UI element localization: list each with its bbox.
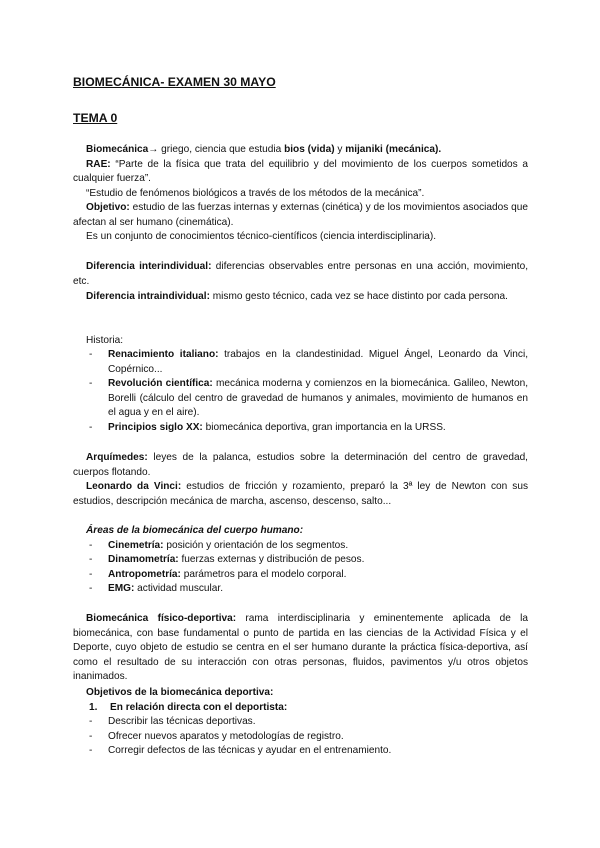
leonardo-paragraph: Leonardo da Vinci: estudios de fricción y rozamiento, preparó la 3ª ley de Newton con sus estudios, descripción mecánica de marcha, ascenso, descenso, salto... xyxy=(73,481,528,507)
objetivos-list xyxy=(86,715,528,759)
list-item: - Renacimiento italiano: trabajos en la clandestinidad. Miguel Ángel, Leonardo da Vinci, Copérnico... xyxy=(89,349,529,375)
list-item: - Antropometría: parámetros para el modelo corporal. xyxy=(89,568,347,580)
list-item: - Dinamometría: fuerzas externas y distribución de pesos. xyxy=(89,554,365,566)
rae-paragraph: RAE: “Parte de la física que trata del equilibrio y del movimiento de los cuerpos sometidos a cualquier fuerza”. xyxy=(73,158,528,185)
areas-list xyxy=(86,539,528,597)
list-item: - Principios siglo XX: biomecánica deportiva, gran importancia en la URSS. xyxy=(89,421,446,433)
areas-title: Áreas de la biomecánica del cuerpo humano: xyxy=(86,525,304,536)
list-item: - Corregir defectos de las técnicas y ayudar en el entrenamiento. xyxy=(89,745,392,757)
document-title: BIOMECÁNICA- EXAMEN 30 MAYO xyxy=(73,75,276,89)
arquimedes-paragraph: Arquímedes: leyes de la palanca, estudios sobre la determinación del centro de gravedad, cuerpos flotando. xyxy=(73,452,528,478)
objetivos-title: Objetivos de la biomecánica deportiva: xyxy=(86,687,274,698)
list-item: - Revolución científica: mecánica moderna y comienzos en la biomecánica. Galileo, Newton, Borelli (cálculo del centro de gravedad de humanos y animales, movimiento de humanos en el agua y en el aire). xyxy=(89,378,528,419)
deportiva-paragraph: Biomecánica físico-deportiva: rama interdisciplinaria y eminentemente aplicada de la biomecánica, con base fundamental o punto de partida en las ciencias de la Actividad Física y el Deporte, cuyo objeto de estudio se centra en el ser humano durante la práctica física-deportiva, así como el resultado de su interacción con otras personas, fluidos, pavimentos y/u otros objetos inanimados. xyxy=(73,613,528,683)
arrow-icon: → xyxy=(148,144,159,155)
diferencia-inter: Diferencia interindividual: diferencias observables entre personas en una acción, movimiento, etc. xyxy=(73,261,528,287)
historia-label: Historia: xyxy=(86,335,124,346)
list-item: - Ofrecer nuevos aparatos y metodologías de registro. xyxy=(89,730,344,742)
rae-quote-2: “Estudio de fenómenos biológicos a través de los métodos de la mecánica”. xyxy=(86,187,425,199)
list-item: - Cinemetría: posición y orientación de los segmentos. xyxy=(89,539,349,551)
objetivo-paragraph: Objetivo: estudio de las fuerzas internas y externas (cinética) y de los movimientos asociados que afectan al ser humano (cinemática). xyxy=(73,202,528,228)
term-biomecanica: Biomecánica xyxy=(86,144,149,155)
list-item: - EMG: actividad muscular. xyxy=(89,583,223,595)
conjunto-paragraph: Es un conjunto de conocimientos técnico-científicos (ciencia interdisciplinaria). xyxy=(86,231,437,242)
list-item: - Describir las técnicas deportivas. xyxy=(89,716,256,727)
section-heading: TEMA 0 xyxy=(73,111,118,125)
numbered-heading: 1. En relación directa con el deportista: xyxy=(89,701,288,713)
historia-list xyxy=(86,348,528,436)
diferencia-intra: Diferencia intraindividual: mismo gesto técnico, cada vez se hace distinto por cada persona. xyxy=(86,290,508,302)
definition-paragraph: Biomecánica→ griego, ciencia que estudia bios (vida) y mijaniki (mecánica). xyxy=(86,144,442,155)
